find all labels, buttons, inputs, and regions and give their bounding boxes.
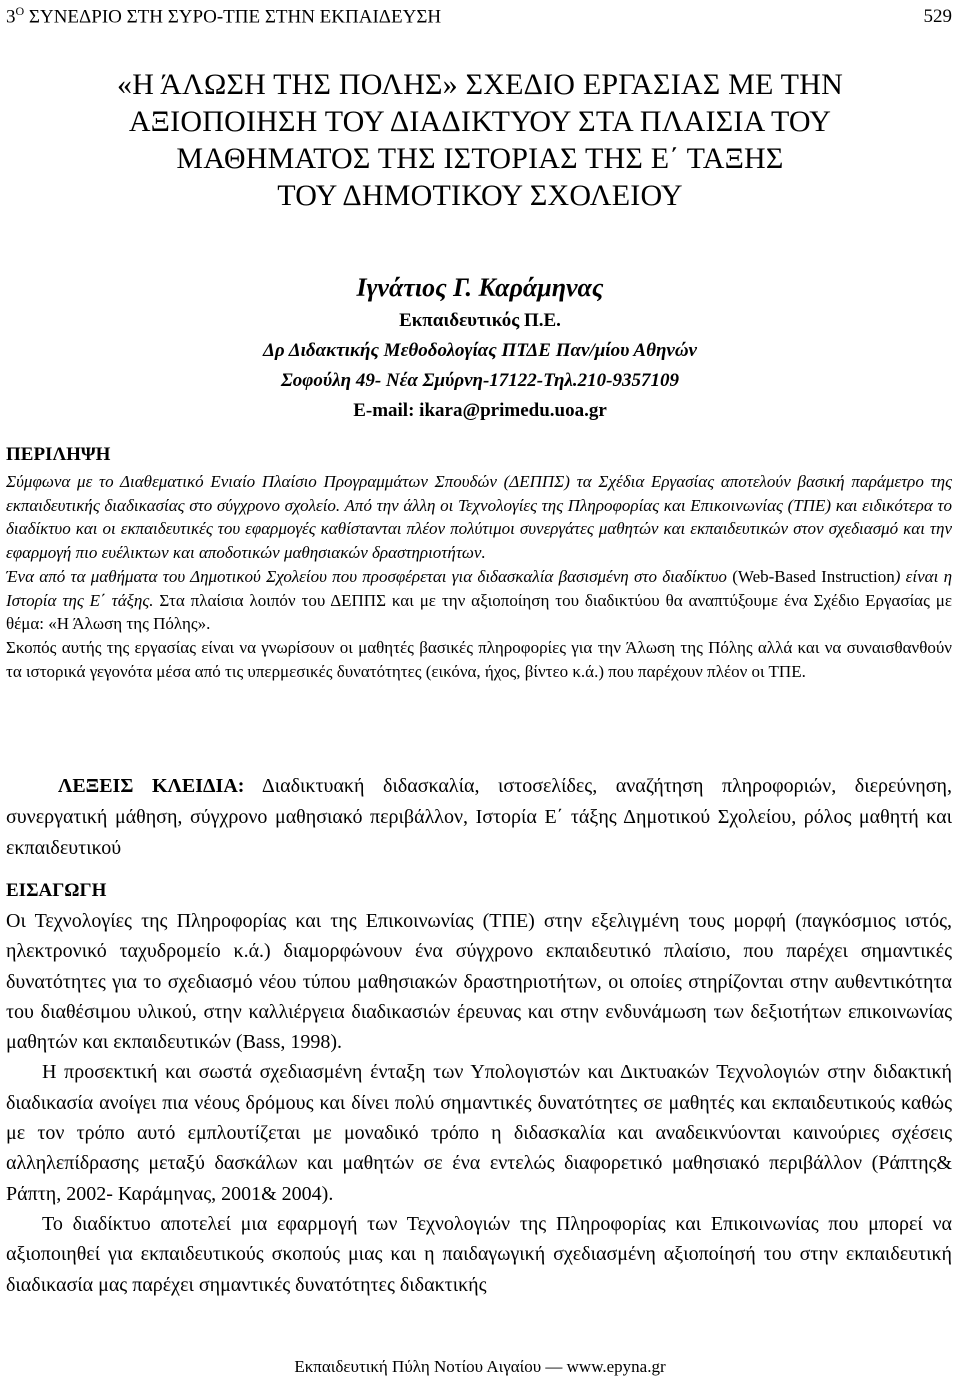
- page-number: 529: [923, 6, 952, 28]
- title-line: ΑΞΙΟΠΟΙΗΣΗ ΤΟΥ ΔΙΑΔΙΚΤΥΟΥ ΣΤΑ ΠΛΑΙΣΙΑ ΤΟΥ: [128, 105, 832, 138]
- intro-body: [6, 906, 952, 1300]
- abstract-paragraph: Σκοπός αυτής της εργασίας είναι να γνωρίσουν οι μαθητές βασικές πληροφορίες για την Άλωση της Πόλης αλλά και να συναισθανθούν τα ιστορικά γεγονότα μέσα από τις υπερμεσικές δυνατότητες (εικόνα, ήχος, βίντεο κ.ά.) που παρέχουν πλέον οι ΤΠΕ.: [6, 637, 952, 681]
- abstract-body: [6, 470, 952, 683]
- intro-paragraph: Η προσεκτική και σωστά σχεδιασμένη ένταξη των Υπολογιστών και Δικτυακών Τεχνολογιών στην διδακτική διαδικασία ανοίγει πια νέους δρόμους και δίνει πολύ σημαντικές δυνατότητες σε μαθητές και εκπαιδευτικούς καθώς με τον τρόπο αυτό εμπλουτίζεται με μοναδικό τρόπο η διδασκαλία και αναδεικνύονται καινούριες σχέσεις αλληλεπίδρασης μεταξύ δασκάλων και μαθητών σε ένα εντελώς διαφορετικό μαθησιακό περιβάλλον (Ράπτης& Ράπτη, 2002- Καράμηνας, 2001& 2004).: [6, 1061, 952, 1205]
- page-header: [6, 4, 952, 30]
- author-block: [0, 270, 960, 426]
- author-name: Ιγνάτιος Γ. Καράμηνας: [356, 273, 604, 302]
- author-degree: Δρ Διδακτικής Μεθοδολογίας ΠΤΔΕ Παν/μίου Αθηνών: [263, 340, 697, 361]
- intro-heading: ΕΙΣΑΓΩΓΗ: [6, 880, 107, 901]
- paper-title: [0, 66, 960, 214]
- author-address: Σοφούλη 49- Νέα Σμύρνη-17122-Τηλ.210-9357109: [281, 370, 679, 391]
- page-footer: Εκπαιδευτική Πύλη Νοτίου Αιγαίου — www.epyna.gr: [294, 1357, 666, 1376]
- abstract-paragraph: Σύμφωνα με το Διαθεματικό Ενιαίο Πλαίσιο Προγραμμάτων Σπουδών (ΔΕΠΠΣ) τα Σχέδια Εργασίας αποτελούν βασική παράμετρο της εκπαιδευτικής διαδικασίας στο σύγχρονο σχολείο. Από την άλλη οι Τεχνολογίες της Πληροφορίας και Επικοινωνίας (ΤΠΕ) και ειδικότερα το διαδίκτυο και οι εκπαιδευτικές του εφαρμογές καθίστανται πλέον πολύτιμοι συνεργάτες μαθητών και εκπαιδευτικών στον σχεδιασμό και την εφαρμογή πιο ευέλικτων και αποδοτικών μαθησιακών δραστηριοτήτων.: [6, 472, 952, 563]
- abstract-heading: ΠΕΡΙΛΗΨΗ: [6, 444, 111, 465]
- intro-paragraph: Το διαδίκτυο αποτελεί μια εφαρμογή των Τεχνολογιών της Πληροφορίας και Επικοινωνίας που μπορεί να αξιοποιηθεί για εκπαιδευτικούς σκοπούς μιας και η παιδαγωγική σχεδιασμένη αξιοποίησή του στην εκπαιδευτική διαδικασία μας παρέχει σημαντικές δυνατότητες διδακτικής: [6, 1212, 952, 1296]
- title-line: ΜΑΘΗΜΑΤΟΣ ΤΗΣ ΙΣΤΟΡΙΑΣ ΤΗΣ Ε΄ ΤΑΞΗΣ: [176, 142, 784, 175]
- keywords-block: [6, 771, 952, 864]
- title-line: «Η ΆΛΩΣΗ ΤΗΣ ΠΟΛΗΣ» ΣΧΕΔΙΟ ΕΡΓΑΣΙΑΣ ΜΕ ΤΗΝ: [117, 68, 843, 101]
- conference-title: $3^O$ ΣΥΝΕΔΡΙΟ ΣΤΗ ΣΥΡΟ-ΤΠΕ ΣΤΗΝ ΕΚΠΑΙΔΕΥΣΗ: [6, 4, 442, 28]
- abstract-paragraph: Ένα από τα μαθήματα του Δημοτικού Σχολείου που προσφέρεται για διδασκαλία βασισμένη στο διαδίκτυο (Web-Based Instruction) είναι η Ιστορία της Ε΄ τάξης. Στα πλαίσια λοιπόν του ΔΕΠΠΣ και με την αξιοποίηση του διαδικτύου θα αναπτύξουμε ένα Σχέδιο Εργασίας με θέμα: «Η Άλωση της Πόλης».: [6, 566, 953, 634]
- keywords-text: Διαδικτυακή διδασκαλία, ιστοσελίδες, αναζήτηση πληροφοριών, διερεύνηση, συνεργατική μάθηση, σύγχρονο μαθησιακό περιβάλλον, Ιστορία Ε΄ τάξης Δημοτικού Σχολείου, ρόλος μαθητή και εκπαιδευτικού: [6, 775, 952, 859]
- author-role: Εκπαιδευτικός Π.Ε.: [399, 310, 561, 331]
- title-line: ΤΟΥ ΔΗΜΟΤΙΚΟΥ ΣΧΟΛΕΙΟΥ: [277, 179, 683, 212]
- author-email: E-mail: ikara@primedu.uoa.gr: [353, 400, 607, 421]
- keywords-label: ΛΕΞΕΙΣ ΚΛΕΙΔΙΑ:: [58, 775, 245, 797]
- intro-paragraph: Οι Τεχνολογίες της Πληροφορίας και της Επικοινωνίας (ΤΠΕ) στην εξελιγμένη τους μορφή (παγκόσμιος ιστός, ηλεκτρονικό ταχυδρομείο κ.ά.) διαμορφώνουν ένα σύγχρονο εκπαιδευτικό πλαίσιο, που παρέχει σημαντικές δυνατότητες για το σχεδιασμό νέου τύπου μαθησιακών δραστηριοτήτων, οι οποίες στηρίζονται στην αυθεντικότητα του διαθέσιμου υλικού, στην καλλιέργεια διαδικασιών έρευνας και στην ενδυνάμωση των δεξιοτήτων επικοινωνίας μαθητών και εκπαιδευτικών (Bass, 1998).: [6, 910, 952, 1054]
